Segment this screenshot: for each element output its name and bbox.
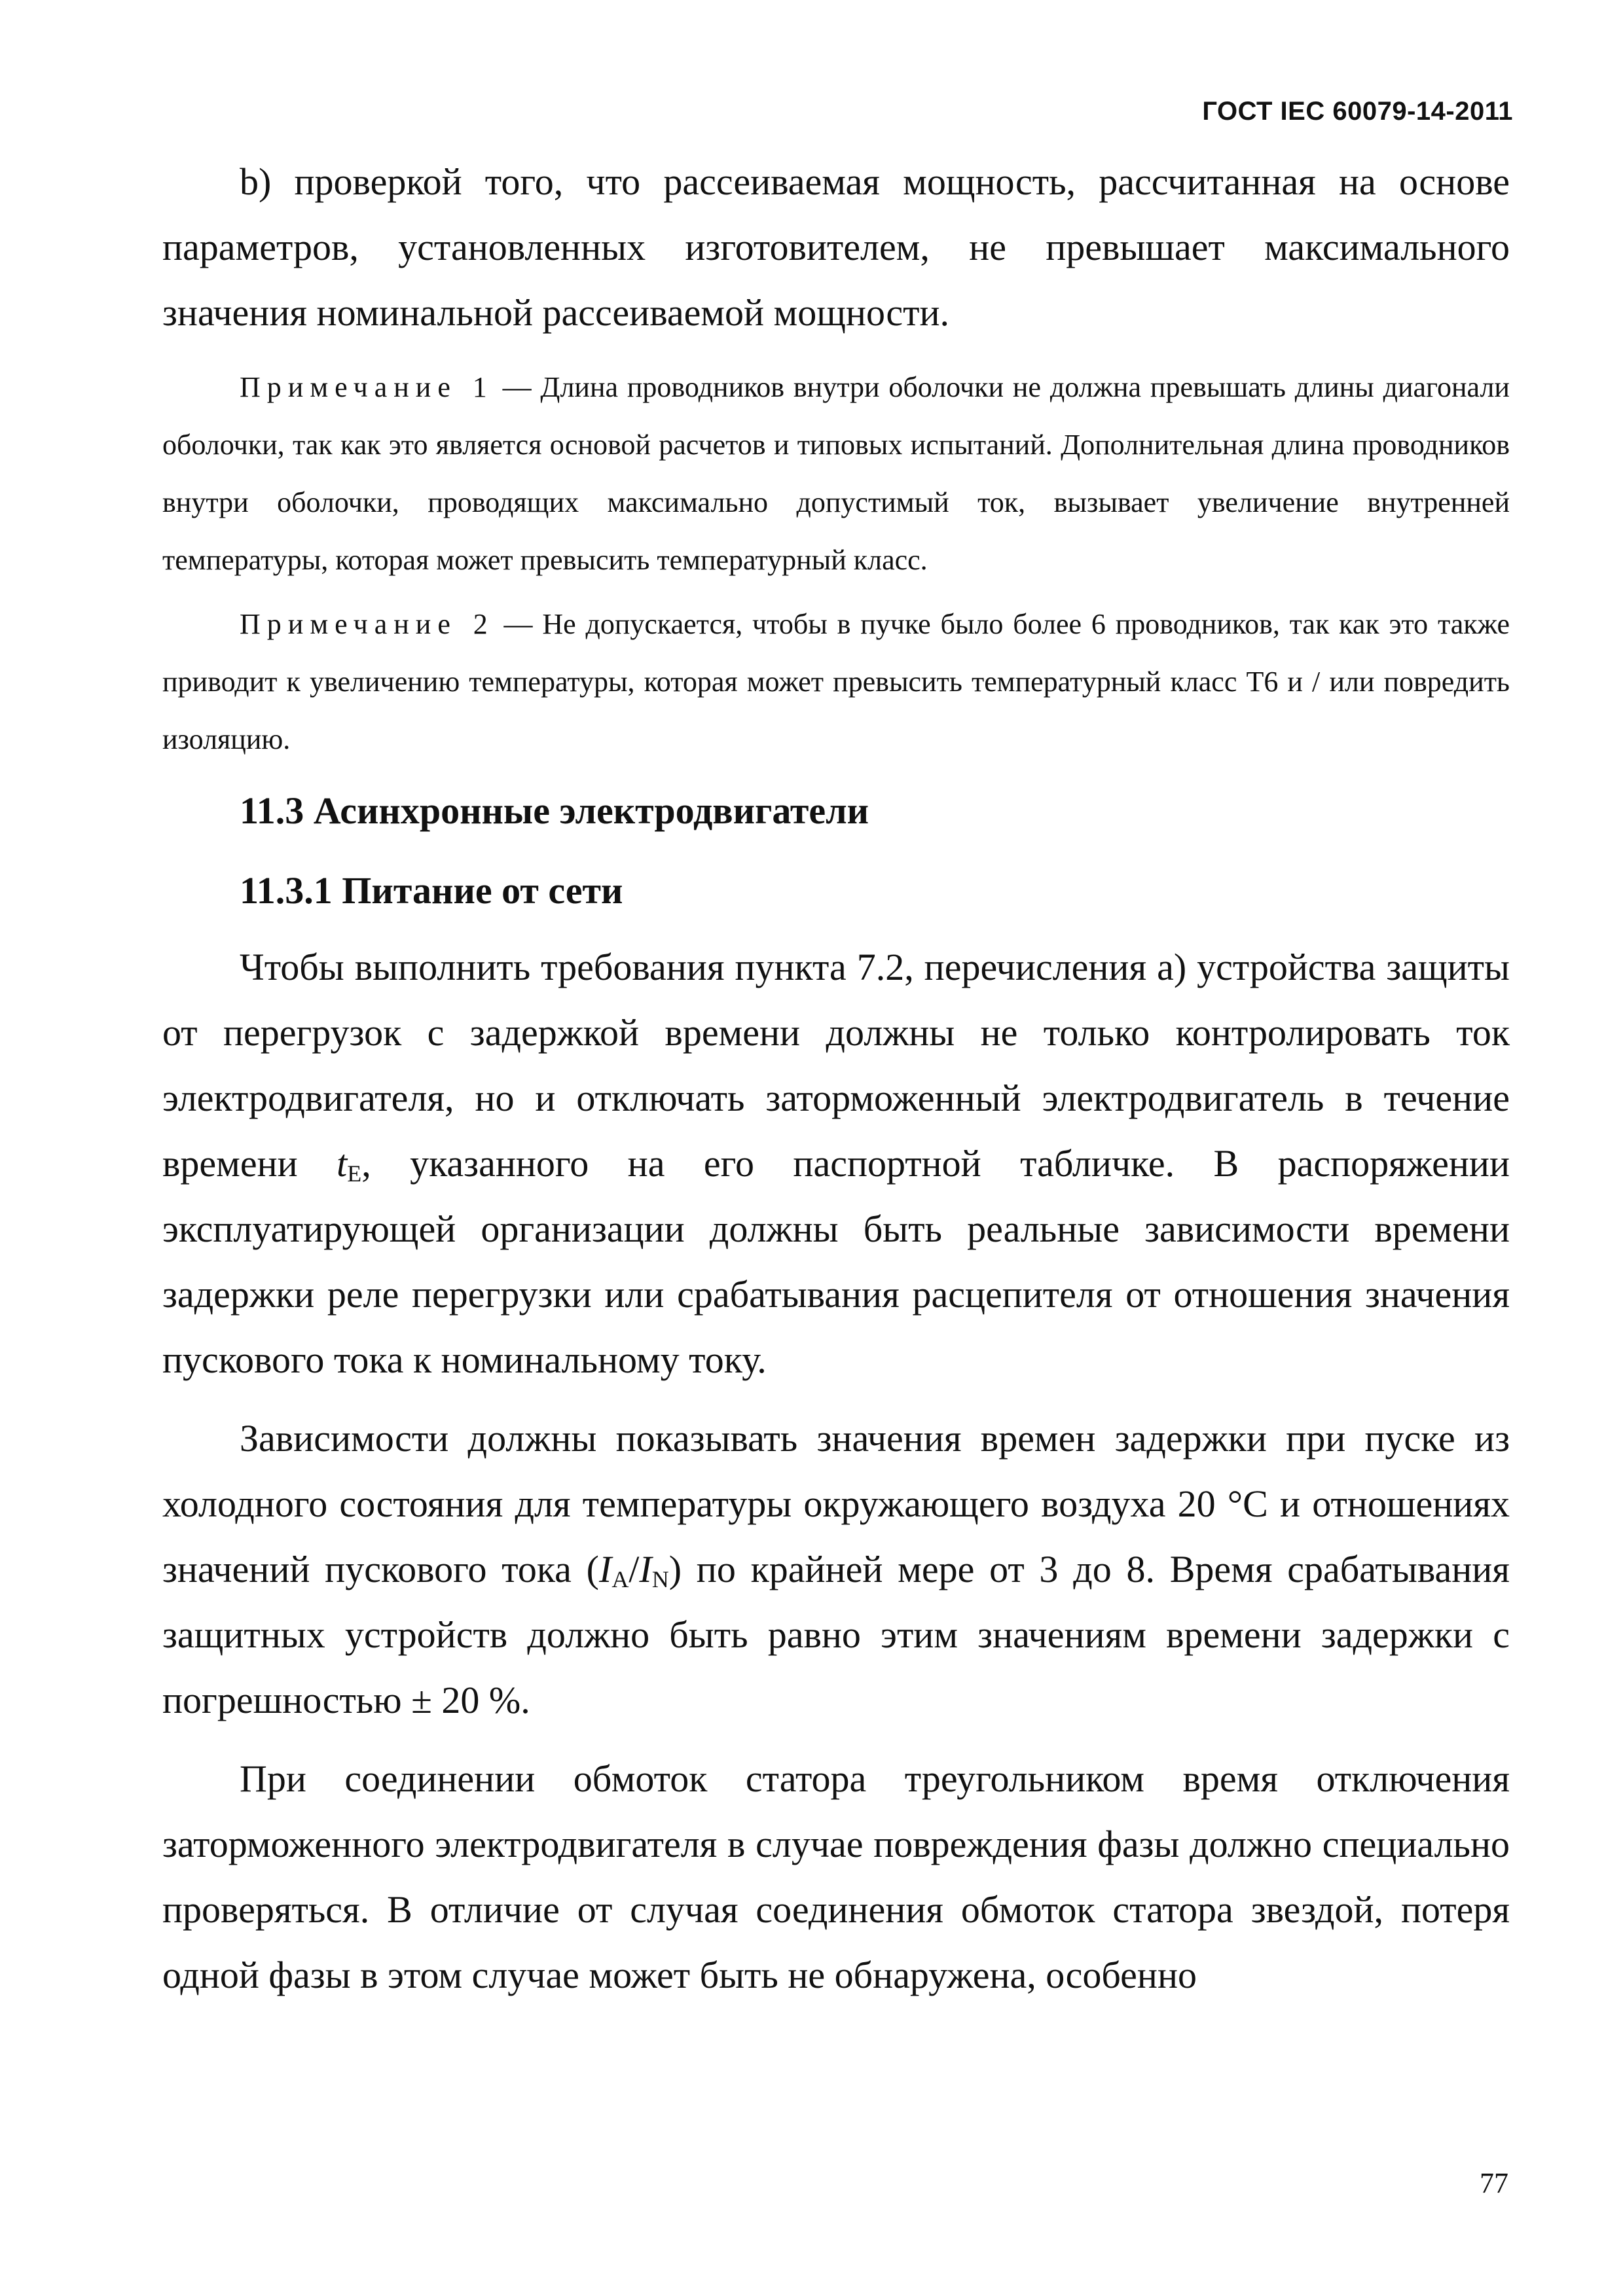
- paragraph-delta-connection: При соединении обмоток статора треугольником время отключения заторможенного электродвигателя в случае повреждения фазы должно специально проверяться. В отличие от случая соединения обмоток статора звездой, потеря одной фазы в этом случае может быть не обнаружена, особенно: [162, 1757, 1510, 1996]
- paragraph-delay-curves: Зависимости должны показывать значения времен задержки при пуске из холодного состояния для температуры окружающего воздуха 20 °С и отношениях значений пускового тока $(I_A/I_N)$ по крайней мере от 3 до 8. Время срабатывания защитных устройств должно быть равно этим значениям времени задержки с погрешностью ± 20 %.: [162, 1417, 1510, 1721]
- current-in-symbol: I: [639, 1548, 652, 1590]
- document-code-header: ГОСТ IEC 60079-14-2011: [1202, 97, 1513, 126]
- document-body: [162, 149, 1510, 2008]
- time-subscript: E: [347, 1160, 362, 1187]
- note-1: [162, 359, 1510, 589]
- page-number: 77: [1480, 2167, 1508, 2199]
- note-1-label: Примечание 1: [240, 371, 494, 403]
- time-symbol: t: [337, 1142, 348, 1185]
- note-1-text: — Длина проводников внутри оболочки не должна превышать длины диагонали оболочки, так как это является основой расчетов и типовых испытаний. Дополнительная длина проводников внутри оболочки, проводящих максимально допустимый ток, вызывает увеличение внутренней температуры, которая может превысить температурный класс.: [162, 371, 1510, 576]
- note-2-text: — Не допускается, чтобы в пучке было более 6 проводников, так как это также приводит к увеличению температуры, которая может превысить температурный класс Т6 и / или повредить изоляцию.: [162, 608, 1510, 755]
- note-2: [162, 596, 1510, 768]
- current-ia-symbol: I: [598, 1548, 612, 1590]
- paragraph-supply-requirements: Чтобы выполнить требования пункта 7.2, перечисления а) устройства защиты от перегрузок с задержкой времени должны не только контролировать ток электродвигателя, но и отключать заторможенный электродвигатель в течение времени $t_E$, указанного на его паспортной табличке. В распоряжении эксплуатирующей организации должны быть реальные зависимости времени задержки реле перегрузки или срабатывания расцепителя от отношения значения пускового тока к номинальному току.: [162, 946, 1510, 1381]
- paragraph-b: b) проверкой того, что рассеиваемая мощность, рассчитанная на основе параметров, установленных изготовителем, не превышает максимального значения номинальной рассеиваемой мощности.: [162, 160, 1510, 334]
- current-in-subscript: N: [651, 1566, 669, 1592]
- current-ia-subscript: A: [611, 1566, 629, 1592]
- note-2-label: Примечание 2: [240, 608, 494, 640]
- section-heading-11-3: 11.3 Асинхронные электродвигатели: [240, 789, 869, 832]
- section-heading-11-3-1: 11.3.1 Питание от сети: [240, 869, 623, 912]
